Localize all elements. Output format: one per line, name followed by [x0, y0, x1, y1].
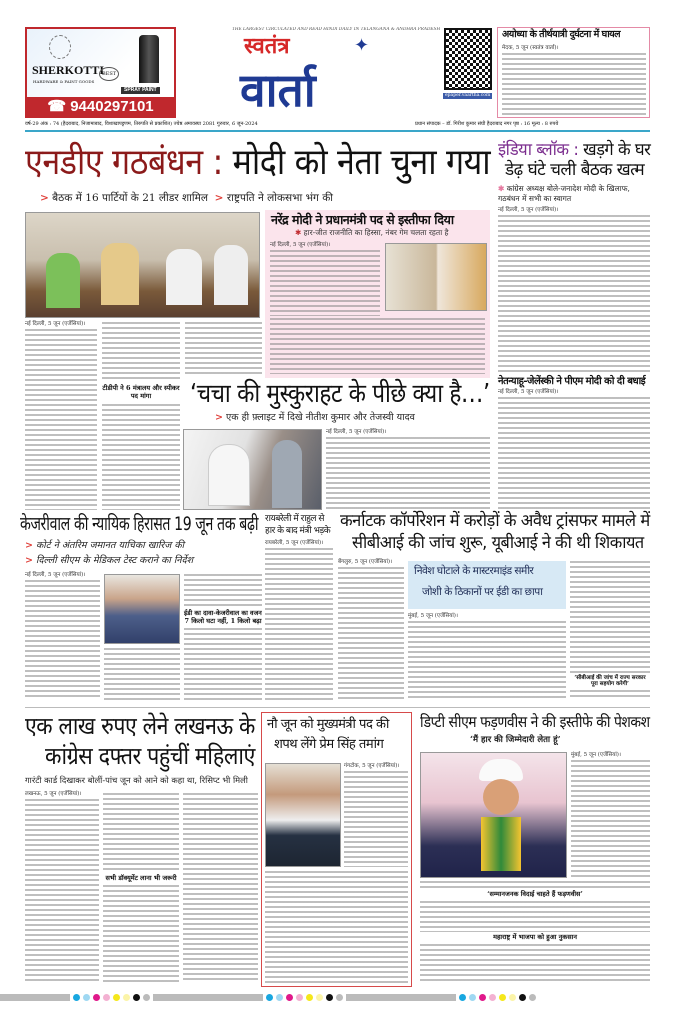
epaper-link[interactable]: epaper.vaartha.com — [445, 93, 491, 98]
person-figure — [214, 245, 248, 305]
kejriwal-point-text: दिल्ली सीएम के मेडिकल टेस्ट कराने का निर्देश — [36, 555, 194, 566]
tamang-dateline: गंगटोक, 5 जून (एजेंसियां)। — [344, 763, 400, 769]
india-bloc-dateline: नई दिल्ली, 5 जून (एजेंसियां)। — [498, 206, 559, 213]
ed-raid-dateline: मुंबई, 5 जून (एजेंसियां)। — [408, 613, 459, 619]
kejriwal-col-1 — [25, 572, 100, 700]
karnataka-body-col-3b — [570, 690, 650, 700]
fadnavis-headline: डिप्टी सीएम फड़णवीस ने की इस्तीफे की पेशकश — [420, 713, 650, 731]
modi-president-photo — [385, 243, 487, 311]
lucknow-headline-b: कांग्रेस दफ्तर पहुंचीं महिलाएं — [45, 742, 255, 770]
kejriwal-body-col-1 — [25, 580, 100, 700]
lucknow-subhead: सभी डॉक्यूमेंट लाना भी जरूरी — [105, 874, 177, 882]
person-figure — [272, 440, 302, 508]
person-figure — [46, 253, 80, 308]
karnataka-dateline: बेंगलुरु, 5 जून (एजेंसियां)। — [338, 559, 393, 565]
resign-headline: नरेंद्र मोदी ने प्रधानमंत्री पद से इस्तीफा दिया — [271, 212, 454, 227]
lucknow-body-col-2b — [103, 885, 179, 983]
raebareli-headline-a: रायबरेली में राहुल से — [265, 514, 324, 524]
person-figure — [166, 249, 202, 305]
kejriwal-body-col-3a — [184, 574, 262, 608]
lucknow-sub: गारंटी कार्ड दिखाकर बोलीं-पांच जून को आने को कहा था, रिसिप्ट भी मिली — [25, 775, 248, 785]
chacha-headline: ‘चचा की मुस्कुराहट के पीछे क्या है…’ — [190, 379, 490, 409]
lead-points: > बैठक में 16 पार्टियों के 21 लीडर शामिल > राष्ट्रपति ने लोकसभा भंग की — [40, 192, 333, 204]
lucknow-dateline: लखनऊ, 5 जून (एजेंसियां)। — [25, 791, 82, 797]
resign-dateline: नई दिल्ली, 5 जून (एजेंसियां)। — [270, 242, 331, 248]
kejriwal-col-3 — [184, 574, 262, 700]
tamang-headline-a: नौ जून को मुख्यमंत्री पद की — [267, 717, 389, 732]
lucknow-body-col-1 — [25, 799, 99, 983]
fadnavis-body-d — [420, 944, 650, 984]
ed-raid-box — [408, 561, 566, 609]
resign-body-b — [270, 318, 485, 374]
lead-body-col-2 — [102, 322, 180, 382]
india-bloc-headline-a: इंडिया ब्लॉक : — [498, 140, 579, 160]
chacha-body — [326, 437, 490, 510]
ed-raid-headline-b: जोशी के ठिकानों पर ईडी का छापा — [422, 586, 543, 598]
turban — [479, 759, 523, 781]
chacha-point: > एक ही फ़्लाइट में दिखे नीतीश कुमार और तेजस्वी यादव — [215, 412, 415, 423]
india-bloc-headline-b: खड़गे के घर — [583, 140, 651, 160]
kejriwal-point-text: कोर्ट ने अंतरिम जमानत याचिका खारिज की — [36, 540, 185, 551]
ad-brand: SHERKOTTI — [32, 63, 105, 77]
lead-dateline: नई दिल्ली, 5 जून (एजेंसियां)। — [25, 321, 86, 327]
kejriwal-body-col-2 — [104, 648, 180, 700]
dove-icon: ✦ — [354, 35, 370, 56]
india-bloc-point: ✱ कांग्रेस अध्यक्ष बोले-जनादेश मोदी के खिलाफ, गठबंधन में सभी का स्वागत — [498, 183, 630, 203]
fadnavis-sub: ‘मैं हार की जिम्मेदारी लेता हूं’ — [470, 735, 561, 745]
color-registration-bar — [0, 993, 673, 1001]
tagline: THE LARGEST CIRCULATED AND READ HINDI DAILY IN TELANGANA & ANDHRA PRADESH — [232, 27, 441, 32]
brand-emblem-icon — [49, 35, 71, 59]
party-scarf — [481, 817, 521, 871]
logo — [232, 34, 442, 118]
karnataka-col-1 — [338, 559, 404, 700]
ad-phone: ☎ 9440297101 — [27, 97, 174, 116]
tamang-photo — [265, 763, 341, 867]
lead-col-1 — [25, 321, 97, 510]
karnataka-headline-a: कर्नाटक कॉर्पोरेशन में करोड़ों के अवैध ट्रांसफर मामले में — [340, 511, 650, 531]
lucknow-headline-a: एक लाख रुपए लेने लखनऊ के — [25, 712, 255, 740]
karnataka-body-col-3a — [570, 561, 650, 673]
kejriwal-photo — [104, 574, 180, 644]
fadnavis-dateline: मुंबई, 5 जून (एजेंसियां)। — [571, 752, 622, 758]
tamang-body-a — [344, 771, 408, 867]
raebareli-dateline: रायबरेली, 5 जून (एजेंसियां)। — [265, 540, 324, 546]
resign-sub: ✱ हार-जीत राजनीति का हिस्सा, नंबर गेम चलता रहता है — [295, 228, 449, 237]
resignation-box — [265, 210, 490, 378]
lead-headline — [25, 142, 491, 183]
brief-body — [502, 53, 646, 115]
editor-info: प्रधान संपादक – डॉ. गिरीश कुमार संघी हैदराबाद नगर पृष्ठ : 16 मूल्य : 8 रुपये — [415, 121, 559, 127]
ad-brand-tagline: HARDWARE & PAINT GOODS — [33, 79, 95, 84]
kejriwal-point: > कोर्ट ने अंतरिम जमानत याचिका खारिज की — [25, 540, 185, 551]
india-bloc-headline — [498, 140, 651, 160]
lead-point: बैठक में 16 पार्टियों के 21 लीडर शामिल — [52, 192, 208, 204]
ad-product: SPRAY PAINT — [121, 87, 160, 94]
india-bloc-column — [498, 142, 650, 510]
lead-col-2 — [102, 322, 180, 510]
fadnavis-body-c — [420, 901, 650, 932]
kejriwal-subhead-b: 7 किलो घटा नहीं, 1 किलो बढ़ा — [184, 616, 262, 625]
karnataka-col-3 — [570, 561, 650, 700]
kejriwal-point: > दिल्ली सीएम के मेडिकल टेस्ट कराने का निर्देश — [25, 555, 194, 566]
lead-point: राष्ट्रपति ने लोकसभा भंग की — [226, 192, 333, 204]
kejriwal-body-col-3b — [184, 628, 262, 700]
chacha-dateline: नई दिल्ली, 5 जून (एजेंसियां)। — [326, 429, 387, 435]
india-bloc-headline-c: डेढ़ घंटे चली बैठक खत्म — [505, 159, 645, 180]
fadnavis-subhead-b: महाराष्ट्र में भाजपा को हुआ नुकसान — [493, 932, 577, 941]
resign-body-a — [270, 250, 380, 316]
lucknow-col-1 — [25, 791, 99, 983]
brief-title: अयोध्या के तीर्थयात्री दुर्घटना में घायल — [502, 29, 621, 40]
qr-code[interactable] — [444, 28, 492, 90]
tamang-headline-b: शपथ लेंगे प्रेम सिंह तमांग — [274, 737, 384, 752]
person-face — [483, 779, 519, 815]
ed-raid-body — [408, 621, 566, 700]
kejriwal-subhead-a: ईडी का दावा-केजरीवाल का वजन — [184, 609, 262, 617]
netanyahu-body — [498, 397, 650, 510]
karnataka-subhead: ‘सीबीआई की जांच में राज्य सरकार पूरा सहयोग करेगी’ — [574, 674, 646, 688]
ad-phone-number: 9440297101 — [70, 98, 154, 115]
lucknow-body-col-2a — [103, 793, 179, 873]
tamang-box — [261, 712, 412, 987]
ed-raid-headline-a: निवेश घोटाले के मास्टरमाइंड समीर — [414, 565, 534, 577]
fadnavis-subhead-a: ‘सम्मानजनक विदाई चाहते हैं फड़णवीस’ — [487, 890, 583, 898]
logo-top: स्वतंत्र — [244, 34, 290, 59]
netanyahu-headline: नेतन्याहू-जेलेंस्की ने पीएम मोदी को दी बधाई — [498, 375, 646, 387]
advertisement[interactable] — [25, 27, 176, 118]
masthead-rule — [25, 130, 650, 132]
news-brief-box — [497, 27, 650, 118]
tamang-body-b — [265, 871, 408, 983]
raebareli-headline-b: हार के बाद मंत्री भड़के — [265, 526, 331, 536]
fadnavis-body-b — [420, 881, 650, 889]
raebareli-body — [265, 548, 333, 700]
lead-headline-b: मोदी को नेता चुना गया — [232, 142, 491, 183]
lead-body-col-3 — [185, 322, 262, 374]
spray-can-image — [139, 35, 159, 83]
fadnavis-body-a — [571, 760, 650, 878]
lead-body-col-2b — [102, 404, 180, 510]
nda-meeting-photo — [25, 212, 260, 318]
kejriwal-dateline: नई दिल्ली, 5 जून (एजेंसियां)। — [25, 572, 86, 578]
netanyahu-dateline: नई दिल्ली, 5 जून (एजेंसियां)। — [498, 389, 559, 396]
edition-info: वर्ष-29 अंक : 74 (हैदराबाद, निजामाबाद, विशाखापट्टणम, तिरुपति से प्रकाशित) ज्येष्ठ अमावस्या 2081 गुरुवार, 6 जून-2024 — [25, 121, 258, 127]
brief-dateline: मेदक, 5 जून (स्वतंत्र वार्ता)। — [502, 45, 559, 51]
person-figure — [101, 243, 139, 305]
ad-badge: BEST — [99, 67, 119, 81]
karnataka-body-col-1 — [338, 567, 404, 700]
lucknow-body-col-3 — [183, 793, 258, 983]
india-bloc-point-text: कांग्रेस अध्यक्ष बोले-जनादेश मोदी के खिलाफ, गठबंधन में सभी का स्वागत — [498, 183, 630, 203]
lucknow-col-2 — [103, 793, 179, 983]
person-figure — [209, 445, 249, 505]
logo-main: वार्ता — [240, 63, 316, 117]
lead-subhead: टीडीपी ने 6 मंत्रालय और स्पीकर पद मांगा — [102, 384, 180, 400]
fadnavis-lower — [420, 881, 650, 984]
karnataka-headline-b: सीबीआई की जांच शुरू, यूबीआई ने की थी शिकायत — [352, 533, 644, 553]
kejriwal-headline: केजरीवाल की न्यायिक हिरासत 19 जून तक बढ़ी — [20, 513, 259, 535]
resign-sub-text: हार-जीत राजनीति का हिस्सा, नंबर गेम चलता रहता है — [303, 228, 449, 237]
lead-headline-a: एनडीए गठबंधन : — [25, 142, 223, 183]
fadnavis-photo — [420, 752, 567, 878]
section-divider — [25, 707, 650, 708]
lead-body-col-1 — [25, 329, 97, 510]
chacha-point-text: एक ही फ़्लाइट में दिखे नीतीश कुमार और तेजस्वी यादव — [226, 412, 415, 423]
nitish-tejashwi-photo — [183, 429, 322, 510]
india-bloc-body — [498, 215, 650, 373]
